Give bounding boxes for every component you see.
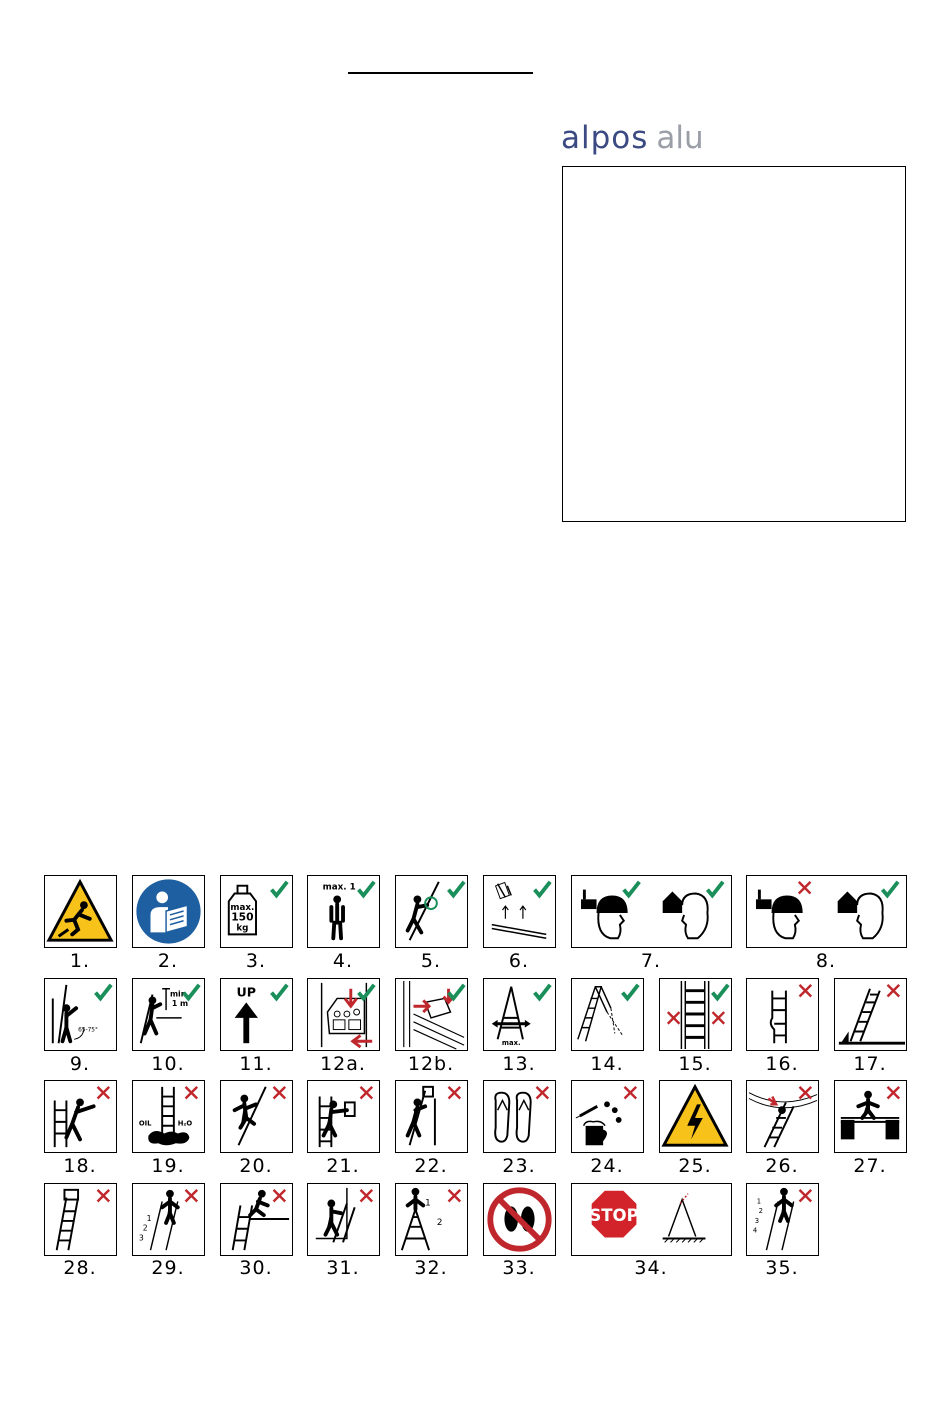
label-6: 6.: [508, 950, 530, 972]
tile-19: [132, 1080, 205, 1153]
tile-26: [746, 1080, 819, 1153]
logo-word-alu: alu: [656, 120, 704, 156]
overreach-icon: [45, 1081, 116, 1152]
no-bridge-use-icon: [835, 1081, 906, 1152]
tile-16: [746, 978, 819, 1051]
tile-6: [483, 875, 556, 948]
home-use-only-icon: [747, 876, 906, 947]
stop-text: STOP: [589, 1205, 639, 1225]
label-22: 22.: [414, 1155, 448, 1177]
label-30: 30.: [239, 1257, 273, 1279]
label-31: 31.: [326, 1257, 360, 1279]
load-line2: 150: [231, 910, 254, 924]
slippery-floor-icon: [133, 1081, 204, 1152]
lock-mechanism-b-icon: [396, 979, 467, 1050]
extend-1m-icon: [133, 979, 204, 1050]
label-17: 17.: [853, 1053, 887, 1075]
stepladder-stable-icon: [572, 979, 643, 1050]
no-extension-icon: [45, 1184, 116, 1255]
angle-65-75-icon: [45, 979, 116, 1050]
stepladder-max-open-icon: [484, 979, 555, 1050]
step-top-2: 2: [436, 1217, 443, 1228]
label-27: 27.: [853, 1155, 887, 1177]
rung-step-3: 3: [138, 1233, 144, 1243]
tile-30: [220, 1183, 293, 1256]
label-13: 13.: [502, 1053, 536, 1075]
label-14: 14.: [590, 1053, 624, 1075]
max-open-text: max.: [501, 1039, 521, 1048]
one-person-text: max. 1: [322, 882, 356, 893]
label-28: 28.: [63, 1257, 97, 1279]
tile-35: [746, 1183, 819, 1256]
label-12a: 12a.: [320, 1053, 366, 1075]
info-box: [562, 166, 906, 522]
tile-25: [659, 1080, 732, 1153]
brand-logo: [561, 120, 704, 156]
power-lines-icon: [747, 1081, 818, 1152]
tile-31: [307, 1183, 380, 1256]
top-rule: [348, 72, 533, 74]
no-sandals-icon: [484, 1081, 555, 1152]
label-32: 32.: [414, 1257, 448, 1279]
rung-check-icon: [660, 979, 731, 1050]
tile-10: [132, 978, 205, 1051]
rung-step-1: 1: [146, 1213, 152, 1223]
drilling-icon: [396, 1081, 467, 1152]
tile-34: [571, 1183, 732, 1256]
extend-line1: min.: [169, 989, 190, 999]
tile-15: [659, 978, 732, 1051]
label-8: 8.: [815, 950, 837, 972]
label-15: 15.: [678, 1053, 712, 1075]
water-text: H₂O: [177, 1119, 193, 1128]
tile-2: [132, 875, 205, 948]
tile-11: [220, 978, 293, 1051]
label-34: 34.: [634, 1257, 668, 1279]
up-direction-icon: [221, 979, 292, 1050]
label-21: 21.: [326, 1155, 360, 1177]
tile-5: [395, 875, 468, 948]
tile-32: [395, 1183, 468, 1256]
rung4-step-4: 4: [752, 1226, 758, 1235]
tile-3: [220, 875, 293, 948]
label-10: 10.: [151, 1053, 185, 1075]
extend-line2: 1 m: [171, 999, 189, 1009]
max-load-icon: [221, 876, 292, 947]
oil-text: OIL: [138, 1119, 152, 1128]
label-20: 20.: [239, 1155, 273, 1177]
label-19: 19.: [151, 1155, 185, 1177]
tile-18: [44, 1080, 117, 1153]
rung4-step-3: 3: [754, 1216, 760, 1225]
step-top-1: 1: [425, 1198, 431, 1209]
label-35: 35.: [765, 1257, 799, 1279]
tile-24: [571, 1080, 644, 1153]
warning-fall-icon: [45, 876, 116, 947]
label-26: 26.: [765, 1155, 799, 1177]
label-24: 24.: [590, 1155, 624, 1177]
label-29: 29.: [151, 1257, 185, 1279]
side-loading-icon: [308, 1081, 379, 1152]
rung4-step-1: 1: [756, 1197, 762, 1206]
no-shoes-icon: [484, 1184, 555, 1255]
load-line3: kg: [236, 923, 249, 934]
tile-33: [483, 1183, 556, 1256]
tile-27: [834, 1080, 907, 1153]
inspect-ladder-icon: [396, 876, 467, 947]
logo-word-alpos: alpos: [561, 120, 649, 156]
label-3: 3.: [245, 950, 267, 972]
stop-check-icon: [572, 1184, 731, 1255]
rung-step-2: 2: [142, 1223, 148, 1233]
tile-29: [132, 1183, 205, 1256]
label-18: 18.: [63, 1155, 97, 1177]
read-manual-icon: [133, 876, 204, 947]
label-25: 25.: [678, 1155, 712, 1177]
tile-12b: [395, 978, 468, 1051]
top-rungs-icon: [133, 1184, 204, 1255]
label-9: 9.: [69, 1053, 91, 1075]
load-line1: max.: [230, 903, 255, 914]
up-text: UP: [236, 984, 257, 1000]
damaged-ladder-icon: [747, 979, 818, 1050]
tile-8: [746, 875, 907, 948]
tile-22: [395, 1080, 468, 1153]
angle-text: 65-75°: [78, 1027, 98, 1034]
check-parts-icon: [484, 876, 555, 947]
tile-13: [483, 978, 556, 1051]
label-2: 2.: [157, 950, 179, 972]
professional-and-home-use-icon: [572, 876, 731, 947]
label-11: 11.: [239, 1053, 273, 1075]
tile-12a: [307, 978, 380, 1051]
label-16: 16.: [765, 1053, 799, 1075]
tile-9: [44, 978, 117, 1051]
label-12b: 12b.: [407, 1053, 455, 1075]
tile-20: [220, 1080, 293, 1153]
no-drugs-alcohol-icon: [572, 1081, 643, 1152]
top-four-rungs-icon: [747, 1184, 818, 1255]
electrical-hazard-icon: [660, 1081, 731, 1152]
tile-14: [571, 978, 644, 1051]
no-face-away-icon: [308, 1184, 379, 1255]
tile-21: [307, 1080, 380, 1153]
label-7: 7.: [640, 950, 662, 972]
tile-28: [44, 1183, 117, 1256]
tile-4: [307, 875, 380, 948]
label-23: 23.: [502, 1155, 536, 1177]
one-person-icon: [308, 876, 379, 947]
label-1: 1.: [69, 950, 91, 972]
tile-1: [44, 875, 117, 948]
slip-icon: [221, 1081, 292, 1152]
tile-23: [483, 1080, 556, 1153]
label-5: 5.: [420, 950, 442, 972]
tile-7: [571, 875, 732, 948]
label-4: 4.: [332, 950, 354, 972]
label-33: 33.: [502, 1257, 536, 1279]
unstable-ground-icon: [835, 979, 906, 1050]
tile-17: [834, 978, 907, 1051]
step-off-icon: [221, 1184, 292, 1255]
stepladder-top-icon: [396, 1184, 467, 1255]
rung4-step-2: 2: [758, 1207, 763, 1216]
lock-mechanism-a-icon: [308, 979, 379, 1050]
